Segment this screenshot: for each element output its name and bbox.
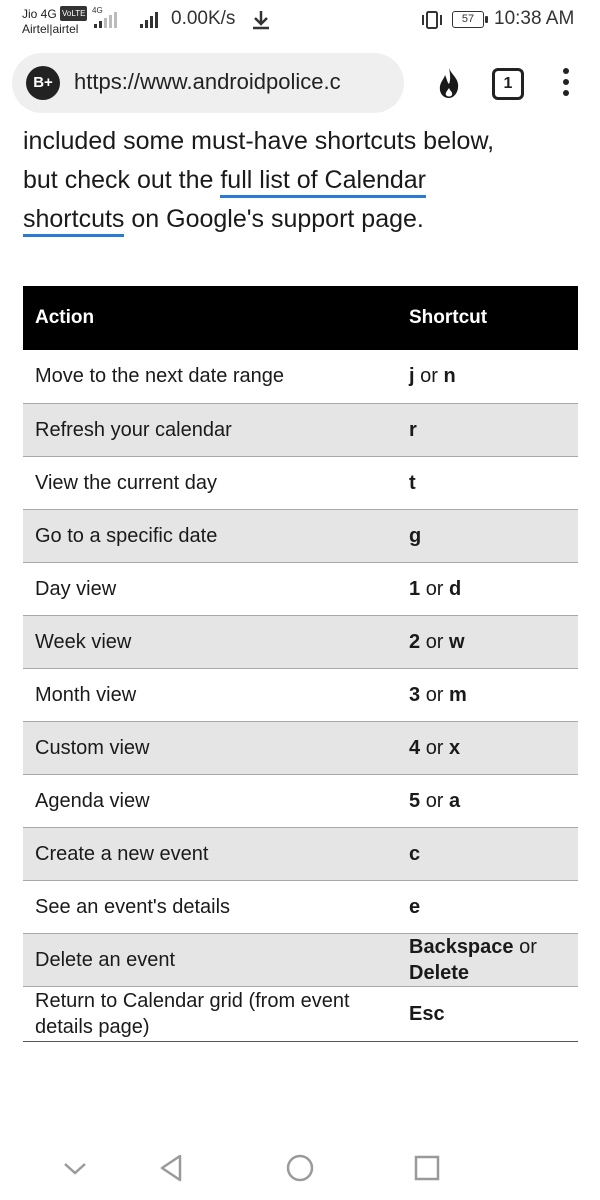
row-shortcut: j or n: [397, 350, 578, 403]
row-action: Custom view: [23, 721, 397, 774]
row-action: Agenda view: [23, 774, 397, 827]
article-line1: included some must-have shortcuts below,: [23, 127, 495, 155]
vibrate-icon: [420, 10, 444, 30]
article-text: [23, 122, 583, 239]
table-row: [23, 456, 578, 509]
table-row: [23, 986, 578, 1041]
address-bar[interactable]: [12, 53, 404, 113]
row-action: See an event's details: [23, 880, 397, 933]
calendar-shortcuts-link-part2[interactable]: shortcuts: [23, 205, 124, 237]
signal-icon: [140, 10, 158, 28]
carrier-line1: Jio 4G: [22, 7, 57, 21]
table-header: [23, 286, 578, 350]
signal-icon-secondary: [92, 6, 117, 28]
url-text[interactable]: https://www.androidpolice.c: [74, 69, 341, 94]
table-row: [23, 403, 578, 456]
tabs-icon[interactable]: 1: [492, 68, 524, 100]
table-row: [23, 562, 578, 615]
header-shortcut: Shortcut: [397, 286, 578, 350]
row-action: View the current day: [23, 456, 397, 509]
download-icon: [250, 9, 272, 31]
volte-badge: VoLTE: [60, 6, 87, 21]
net-speed: 0.00K/s: [171, 8, 236, 29]
table-row: [23, 880, 578, 933]
row-shortcut: Esc: [397, 986, 578, 1041]
row-shortcut: 3 or m: [397, 668, 578, 721]
more-menu-icon[interactable]: [561, 68, 571, 100]
row-action: Month view: [23, 668, 397, 721]
row-action: Go to a specific date: [23, 509, 397, 562]
header-action: Action: [23, 286, 397, 350]
table-row: [23, 350, 578, 403]
table-row: [23, 933, 578, 986]
nav-down-icon[interactable]: [55, 1148, 95, 1188]
row-action: Week view: [23, 615, 397, 668]
row-shortcut: c: [397, 827, 578, 880]
row-shortcut: 1 or d: [397, 562, 578, 615]
carrier-line2: Airtel|airtel: [22, 22, 79, 36]
flame-icon[interactable]: [433, 66, 465, 100]
table-row: [23, 827, 578, 880]
table-row: [23, 721, 578, 774]
row-action: Day view: [23, 562, 397, 615]
status-bar: [0, 0, 600, 44]
battery-icon: [452, 11, 484, 28]
row-shortcut: r: [397, 403, 578, 456]
nav-recents-icon[interactable]: [407, 1148, 447, 1188]
calendar-shortcuts-link-part1[interactable]: full list of Calendar: [220, 166, 426, 198]
row-action: Return to Calendar grid (from event details page): [23, 986, 397, 1041]
row-shortcut: t: [397, 456, 578, 509]
row-action: Delete an event: [23, 933, 397, 986]
navigation-bar: [0, 1136, 600, 1200]
table-row: [23, 668, 578, 721]
row-shortcut: Backspace or Delete: [397, 933, 578, 986]
site-badge-icon[interactable]: B+: [26, 66, 60, 100]
nav-back-icon[interactable]: [152, 1148, 192, 1188]
battery-level: 57: [461, 13, 475, 25]
table-row: [23, 615, 578, 668]
shortcut-table: [23, 286, 578, 1042]
row-shortcut: 2 or w: [397, 615, 578, 668]
row-shortcut: 4 or x: [397, 721, 578, 774]
row-shortcut: e: [397, 880, 578, 933]
article-line2: but check out the: [23, 166, 221, 194]
table-row: [23, 774, 578, 827]
network-type-tag: 4G: [92, 6, 103, 15]
row-action: Move to the next date range: [23, 350, 397, 403]
article-line3: on Google's support page.: [124, 205, 424, 233]
row-shortcut: 5 or a: [397, 774, 578, 827]
clock: 10:38 AM: [494, 8, 575, 29]
carrier-info: [22, 6, 87, 37]
row-shortcut: g: [397, 509, 578, 562]
table-row: [23, 509, 578, 562]
row-action: Create a new event: [23, 827, 397, 880]
row-action: Refresh your calendar: [23, 403, 397, 456]
nav-home-icon[interactable]: [280, 1148, 320, 1188]
